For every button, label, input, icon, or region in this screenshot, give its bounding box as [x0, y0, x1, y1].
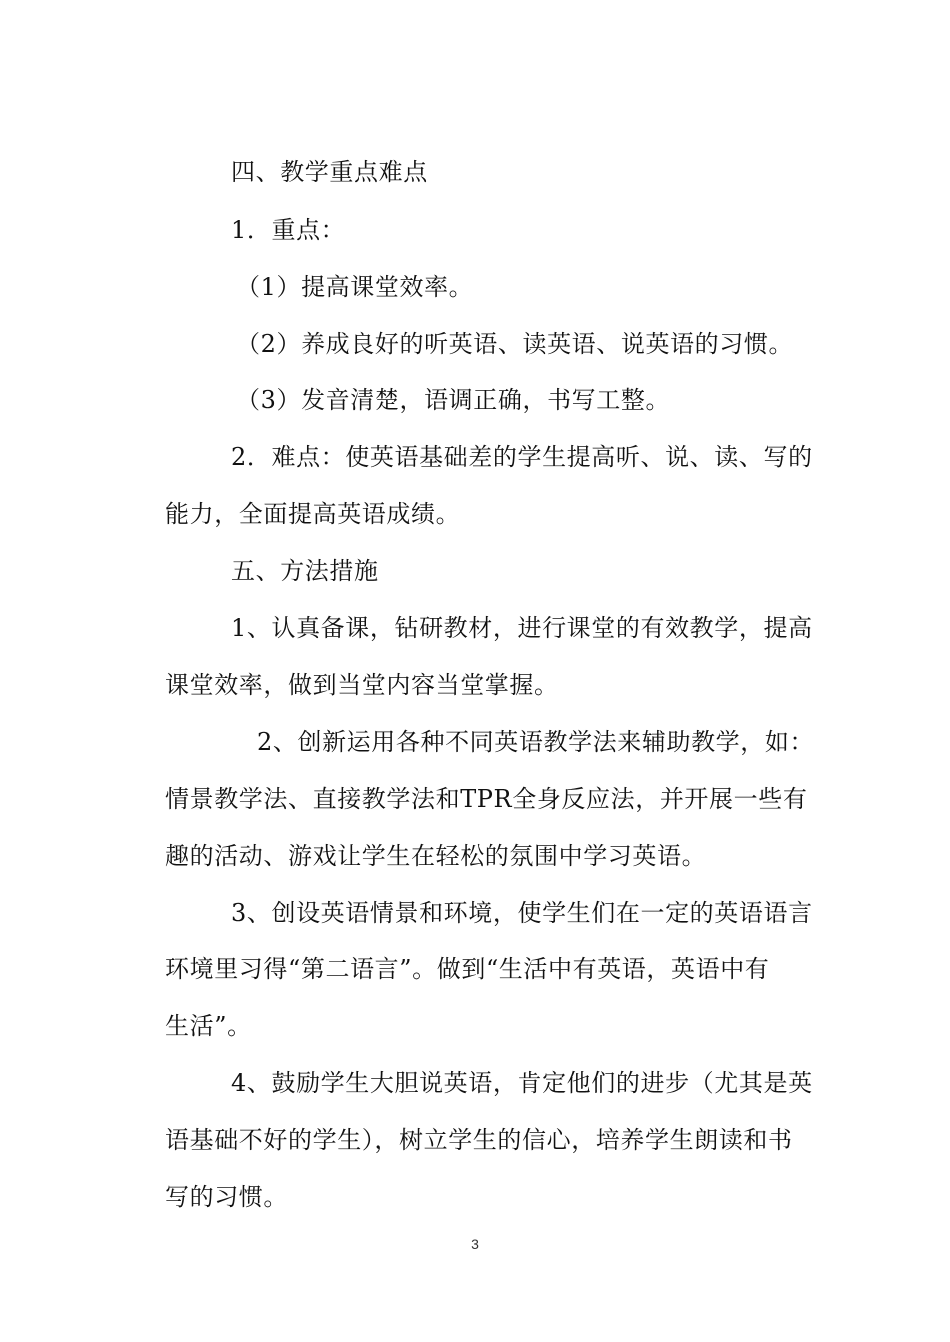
measure-3-line: 3、创设英语情景和环境，使学生们在一定的英语语言	[231, 899, 813, 927]
difficulty-paragraph-line: 能力，全面提高英语成绩。	[165, 500, 461, 528]
measure-4-line: 写的习惯。	[165, 1183, 288, 1211]
difficulty-paragraph-line: 2．难点：使英语基础差的学生提高听、说、读、写的	[231, 443, 813, 471]
key-point-item: （2）养成良好的听英语、读英语、说英语的习惯。	[236, 330, 794, 358]
key-point-item: （3）发音清楚，语调正确，书写工整。	[236, 386, 671, 414]
measure-4-line: 语基础不好的学生），树立学生的信心，培养学生朗读和书	[165, 1126, 793, 1154]
key-point-item: （1）提高课堂效率。	[236, 273, 474, 301]
page-number: 3	[471, 1236, 479, 1252]
measure-3-line: 环境里习得“第二语言”。做到“生活中有英语，英语中有	[165, 955, 770, 983]
key-points-label: 1．重点：	[231, 216, 346, 244]
measure-1-line: 课堂效率，做到当堂内容当堂掌握。	[165, 671, 559, 699]
measure-2-line: 2、创新运用各种不同英语教学法来辅助教学，如：	[257, 728, 815, 756]
section-heading-5: 五、方法措施	[231, 557, 379, 585]
measure-2-line: 趣的活动、游戏让学生在轻松的氛围中学习英语。	[165, 842, 707, 870]
measure-4-line: 4、鼓励学生大胆说英语，肯定他们的进步（尤其是英	[231, 1069, 813, 1097]
measure-2-line: 情景教学法、直接教学法和TPR全身反应法，并开展一些有	[165, 785, 808, 813]
section-heading-4: 四、教学重点难点	[231, 158, 428, 186]
measure-1-line: 1、认真备课，钻研教材，进行课堂的有效教学，提高	[231, 614, 813, 642]
measure-3-line: 生活”。	[165, 1012, 252, 1040]
